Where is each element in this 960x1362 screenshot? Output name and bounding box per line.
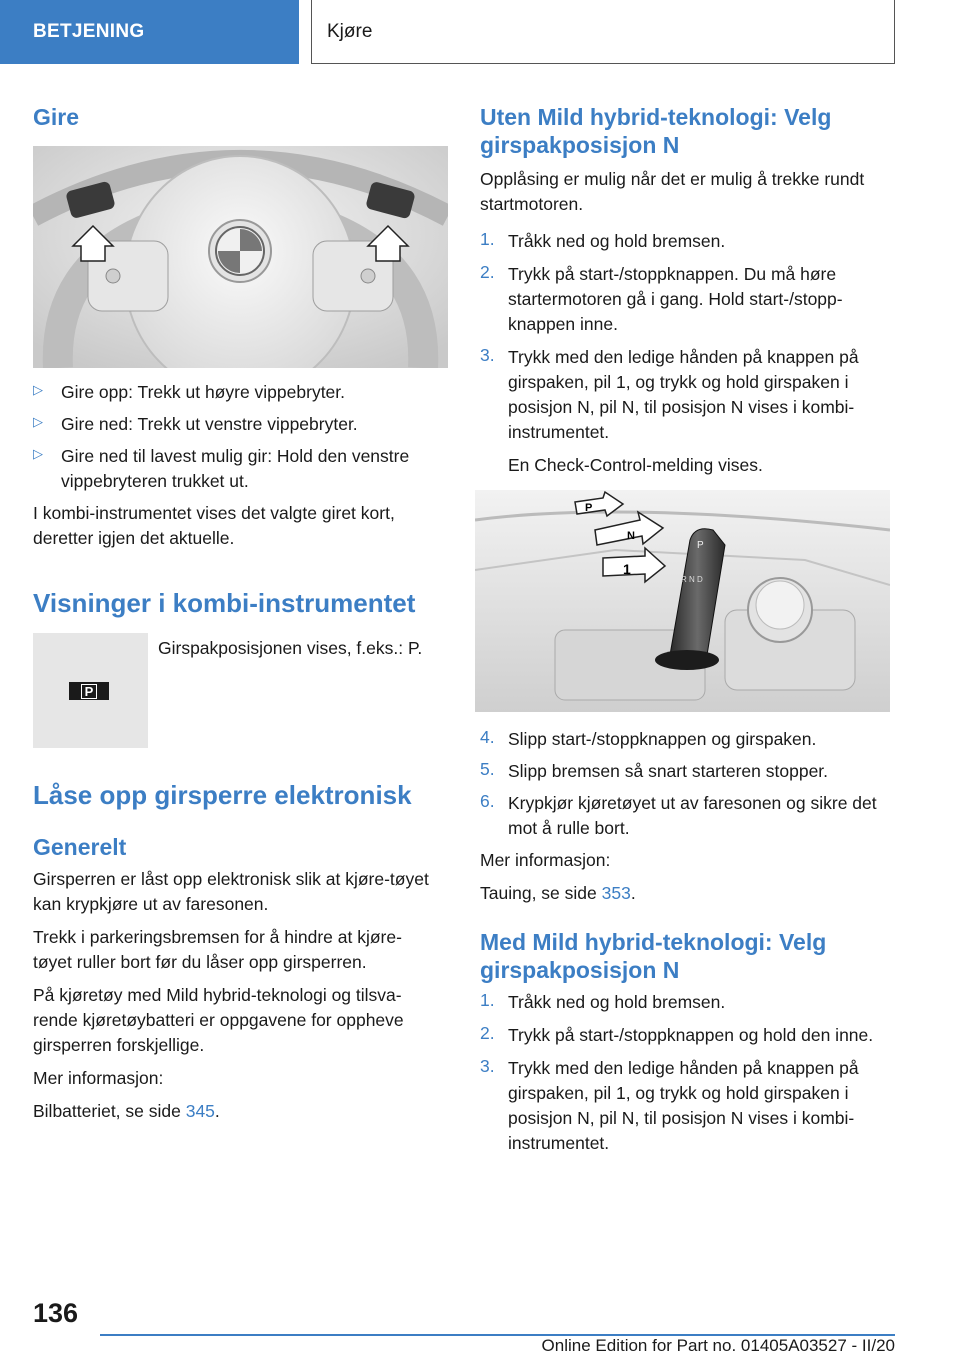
- arrow-p-label: P: [585, 502, 593, 514]
- visninger-text: Girspakposisjonen vises, f.eks.: P.: [158, 638, 423, 658]
- heading-uten: Uten Mild hybrid-teknologi: Velg girspakposisjon N: [480, 104, 832, 158]
- tauing-ref: Tauing, se side 353.: [480, 883, 636, 903]
- step-item: 5. Slipp bremsen så snart starteren stopper.: [480, 759, 829, 781]
- uten-intro: Opplåsing er mulig når det er mulig å trekke rundt startmotoren.: [480, 169, 865, 214]
- bilbatteri-ref: Bilbatteriet, se side 345.: [33, 1101, 220, 1121]
- bullet-item: ▷ Gire ned: Trekk ut venstre vippebryter.: [33, 412, 448, 437]
- gear-lever-figure: [475, 490, 890, 712]
- page-number: 136: [33, 1298, 79, 1328]
- triangle-icon: ▷: [33, 446, 43, 461]
- bullet-item: ▷ Gire ned til lavest mulig gir: Hold den venstre vippebryteren trukket ut.: [33, 444, 448, 494]
- step-item: 6. Krypkjør kjøretøyet ut av faresonen og sikre det mot å rulle bort.: [480, 791, 877, 838]
- heading-visninger: Visninger i kombi-instrumentet: [33, 588, 416, 618]
- gear-p-indicator: P: [81, 684, 98, 699]
- step-item: 2. Trykk på start-/stoppknappen. Du må høre startermotoren gå i gang. Hold start-/stopp-knappen inne.: [480, 262, 843, 334]
- lever-side-label: R N D: [681, 575, 703, 584]
- mer-info-right: Mer informasjon:: [480, 850, 611, 870]
- triangle-icon: ▷: [33, 382, 43, 397]
- display-p-figure: [33, 633, 148, 748]
- check-control-text: En Check-Control-melding vises.: [508, 455, 763, 475]
- generelt-p2: Trekk i parkeringsbremsen for å hindre at kjøre-tøyet ruller bort før du låser opp girsperren.: [33, 927, 402, 972]
- heading-med: Med Mild hybrid-teknologi: Velg girspakposisjon N: [480, 929, 827, 983]
- page-link[interactable]: 353: [601, 883, 631, 903]
- step-item: 2. Trykk på start-/stoppknappen og hold den inne.: [480, 1023, 874, 1045]
- page-link[interactable]: 345: [185, 1101, 215, 1121]
- triangle-icon: ▷: [33, 414, 43, 429]
- step-item: 1. Tråkk ned og hold bremsen.: [480, 990, 726, 1012]
- arrow-n-label: N: [627, 530, 635, 542]
- heading-lase: Låse opp girsperre elektronisk: [33, 780, 412, 810]
- lever-top-label: P: [697, 540, 704, 551]
- chapter-title: Kjøre: [311, 0, 895, 64]
- mer-info: Mer informasjon:: [33, 1068, 164, 1088]
- heading-gire: Gire: [33, 104, 80, 130]
- bullet-item: ▷ Gire opp: Trekk ut høyre vippebryter.: [33, 380, 448, 405]
- heading-generelt: Generelt: [33, 834, 127, 860]
- generelt-p1: Girsperren er låst opp elektronisk slik at kjøre-tøyet kan krypkjøre ut av faresonen.: [33, 869, 429, 914]
- section-tab[interactable]: BETJENING: [0, 0, 299, 64]
- step-item: 4. Slipp start-/stoppknappen og girspaken.: [480, 727, 817, 749]
- generelt-p3: På kjøretøy med Mild hybrid-teknologi og tilsva-rende kjøretøybatteri er oppgavene for oppheve girsperren forskjellige.: [33, 985, 404, 1055]
- steering-wheel-figure: [33, 146, 448, 368]
- arrow-1-label: 1: [623, 561, 631, 577]
- step-item: 3. Trykk med den ledige hånden på knappen på girspaken, pil 1, og trykk og hold girspaken i posisjon N, pil N, til posisjon N vises i kombi-instrumentet.: [480, 345, 859, 442]
- step-item: 1. Tråkk ned og hold bremsen.: [480, 229, 726, 251]
- step-item: 3. Trykk med den ledige hånden på knappen på girspaken, pil 1, og trykk og hold girspaken i posisjon N, pil N, til posisjon N vises i kombi-instrumentet.: [480, 1056, 859, 1153]
- gire-text: I kombi-instrumentet vises det valgte giret kort, deretter igjen det aktuelle.: [33, 503, 395, 548]
- footer-edition: Online Edition for Part no. 01405A03527 - II/20: [541, 1336, 895, 1355]
